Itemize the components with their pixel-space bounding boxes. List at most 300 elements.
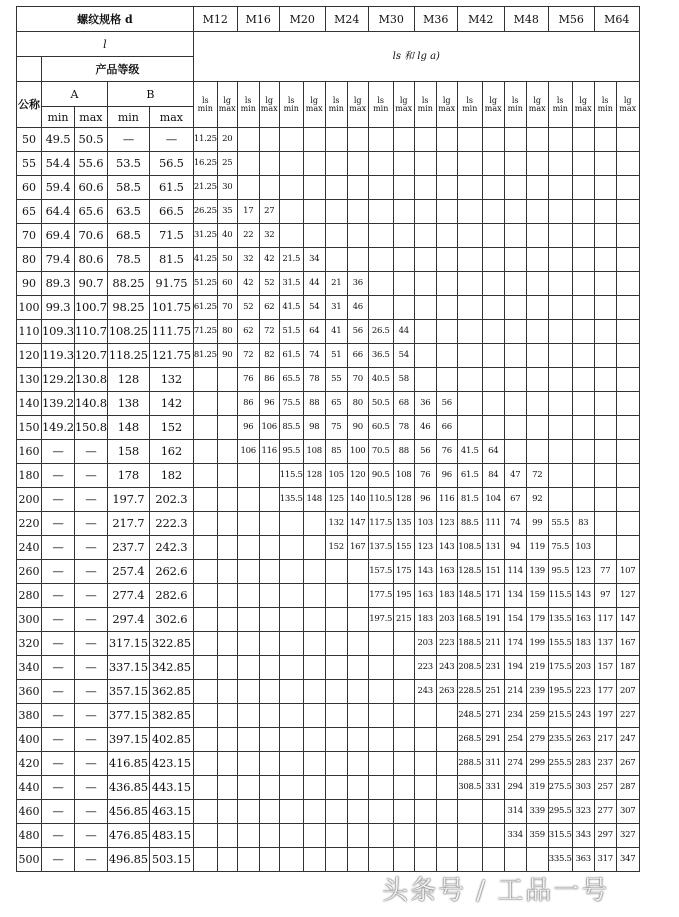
grade-b-max: 66.5: [149, 200, 193, 224]
empty-cell: [616, 344, 639, 368]
nominal-length: 380: [17, 704, 42, 728]
ls-value: 81.25: [193, 344, 217, 368]
ls-value: 16.25: [193, 152, 217, 176]
empty-cell: [237, 176, 259, 200]
ls-value: 308.5: [457, 776, 482, 800]
empty-cell: [303, 728, 325, 752]
lg-value: 323: [572, 800, 594, 824]
grade-a-min: —: [42, 800, 75, 824]
grade-a-min: 99.3: [42, 296, 75, 320]
empty-cell: [347, 608, 368, 632]
grade-b-min: 118.25: [107, 344, 149, 368]
empty-cell: [325, 800, 347, 824]
lg-value: 27: [259, 200, 279, 224]
nominal-length: 320: [17, 632, 42, 656]
empty-cell: [526, 248, 548, 272]
empty-cell: [616, 464, 639, 488]
empty-cell: [548, 200, 572, 224]
empty-cell: [572, 464, 594, 488]
empty-cell: [237, 656, 259, 680]
empty-cell: [393, 248, 414, 272]
ls-value: 75: [325, 416, 347, 440]
empty-cell: [368, 776, 393, 800]
lg-value: 139: [526, 560, 548, 584]
grade-b-min: 138: [107, 392, 149, 416]
ls-value: 123: [414, 536, 436, 560]
empty-cell: [572, 176, 594, 200]
grade-a-max: 70.6: [74, 224, 107, 248]
table-row: [17, 632, 640, 656]
empty-cell: [193, 368, 217, 392]
empty-cell: [504, 848, 526, 872]
grade-b-min: 337.15: [107, 656, 149, 680]
ls-value: 228.5: [457, 680, 482, 704]
empty-cell: [572, 392, 594, 416]
empty-cell: [217, 800, 237, 824]
lg-value: 311: [482, 752, 504, 776]
grade-b-min: 476.85: [107, 824, 149, 848]
grade-a-max: —: [74, 680, 107, 704]
m20-ls-min: ls min: [279, 82, 303, 128]
grade-b-max: 382.85: [149, 704, 193, 728]
empty-cell: [217, 536, 237, 560]
lg-value: 78: [393, 416, 414, 440]
ls-value: 88.5: [457, 512, 482, 536]
empty-cell: [193, 704, 217, 728]
ls-value: 67: [504, 488, 526, 512]
empty-cell: [457, 416, 482, 440]
empty-cell: [482, 800, 504, 824]
lg-value: 100: [347, 440, 368, 464]
empty-cell: [436, 848, 457, 872]
lg-value: 116: [436, 488, 457, 512]
empty-cell: [548, 128, 572, 152]
table-row: [17, 176, 640, 200]
empty-cell: [393, 704, 414, 728]
ls-value: 70.5: [368, 440, 393, 464]
empty-cell: [616, 272, 639, 296]
grade-a-max: —: [74, 800, 107, 824]
grade-a-max: —: [74, 488, 107, 512]
empty-cell: [457, 392, 482, 416]
table-row: [17, 728, 640, 752]
empty-cell: [259, 848, 279, 872]
ls-value: 50.5: [368, 392, 393, 416]
grade-b-max: 121.75: [149, 344, 193, 368]
lg-value: 64: [303, 320, 325, 344]
empty-cell: [217, 464, 237, 488]
ls-value: 132: [325, 512, 347, 536]
grade-b-max: 282.6: [149, 584, 193, 608]
lg-value: 116: [259, 440, 279, 464]
lg-value: 159: [526, 584, 548, 608]
grade-b-min: —: [107, 128, 149, 152]
ls-value: 97: [594, 584, 616, 608]
grade-a-max: —: [74, 752, 107, 776]
grade-b-max: 463.15: [149, 800, 193, 824]
ls-value: 85: [325, 440, 347, 464]
ls-value: 157: [594, 656, 616, 680]
size-m36: M36: [414, 7, 457, 32]
empty-cell: [368, 152, 393, 176]
table-row: [17, 536, 640, 560]
empty-cell: [193, 752, 217, 776]
table-row: [17, 848, 640, 872]
empty-cell: [482, 128, 504, 152]
grade-b-min: 496.85: [107, 848, 149, 872]
empty-cell: [193, 416, 217, 440]
empty-cell: [616, 152, 639, 176]
ls-value: 52: [237, 296, 259, 320]
empty-cell: [616, 296, 639, 320]
empty-cell: [193, 512, 217, 536]
nominal-length: 440: [17, 776, 42, 800]
ls-value: 235.5: [548, 728, 572, 752]
empty-cell: [436, 704, 457, 728]
nominal-length: 140: [17, 392, 42, 416]
nominal-length: 50: [17, 128, 42, 152]
empty-cell: [368, 176, 393, 200]
empty-cell: [457, 320, 482, 344]
empty-cell: [572, 296, 594, 320]
ls-value: 22: [237, 224, 259, 248]
ls-value: 334: [504, 824, 526, 848]
lg-value: 359: [526, 824, 548, 848]
empty-cell: [368, 296, 393, 320]
empty-cell: [482, 320, 504, 344]
ls-value: 168.5: [457, 608, 482, 632]
empty-cell: [572, 128, 594, 152]
table-row: [17, 584, 640, 608]
lg-value: 339: [526, 800, 548, 824]
empty-cell: [482, 176, 504, 200]
ls-value: 254: [504, 728, 526, 752]
empty-cell: [504, 440, 526, 464]
bolt-length-table: [16, 6, 640, 872]
ls-value: 90.5: [368, 464, 393, 488]
ls-value: 174: [504, 632, 526, 656]
table-row: [17, 416, 640, 440]
lg-value: 90: [217, 344, 237, 368]
ls-value: 117: [594, 608, 616, 632]
lg-value: 307: [616, 800, 639, 824]
lg-value: 343: [572, 824, 594, 848]
empty-cell: [616, 416, 639, 440]
empty-cell: [325, 584, 347, 608]
ls-value: 177.5: [368, 584, 393, 608]
empty-cell: [504, 152, 526, 176]
grade-b-max: 61.5: [149, 176, 193, 200]
ls-value: 77: [594, 560, 616, 584]
m36-ls-min: ls min: [414, 82, 436, 128]
grade-a-label: A: [42, 82, 108, 107]
empty-cell: [217, 392, 237, 416]
empty-cell: [237, 752, 259, 776]
empty-cell: [457, 128, 482, 152]
nominal-length: 100: [17, 296, 42, 320]
empty-cell: [548, 344, 572, 368]
empty-cell: [368, 224, 393, 248]
table-row: [17, 344, 640, 368]
grade-b-max: 132: [149, 368, 193, 392]
m30-lg-max: lg max: [393, 82, 414, 128]
lg-value: 56: [347, 320, 368, 344]
empty-cell: [482, 824, 504, 848]
empty-cell: [548, 248, 572, 272]
empty-cell: [368, 848, 393, 872]
ls-value: 128.5: [457, 560, 482, 584]
empty-cell: [504, 392, 526, 416]
empty-cell: [393, 680, 414, 704]
grade-b-min: 317.15: [107, 632, 149, 656]
empty-cell: [217, 776, 237, 800]
empty-cell: [279, 848, 303, 872]
nominal-length: 240: [17, 536, 42, 560]
empty-cell: [303, 176, 325, 200]
empty-cell: [347, 776, 368, 800]
ls-value: 31: [325, 296, 347, 320]
empty-cell: [237, 488, 259, 512]
lg-value: 327: [616, 824, 639, 848]
empty-cell: [217, 584, 237, 608]
ls-value: 208.5: [457, 656, 482, 680]
lg-value: 263: [572, 728, 594, 752]
empty-cell: [279, 128, 303, 152]
empty-cell: [616, 320, 639, 344]
ls-value: 65: [325, 392, 347, 416]
lg-value: 143: [436, 536, 457, 560]
lg-value: 54: [303, 296, 325, 320]
empty-cell: [237, 152, 259, 176]
empty-cell: [572, 368, 594, 392]
grade-a-max: —: [74, 584, 107, 608]
empty-cell: [504, 176, 526, 200]
empty-cell: [237, 824, 259, 848]
empty-cell: [548, 392, 572, 416]
empty-cell: [414, 248, 436, 272]
grade-a-max: —: [74, 776, 107, 800]
empty-cell: [193, 848, 217, 872]
ls-value: 108.5: [457, 536, 482, 560]
grade-a-min: 69.4: [42, 224, 75, 248]
ls-value: 274: [504, 752, 526, 776]
empty-cell: [347, 752, 368, 776]
grade-a-max: —: [74, 824, 107, 848]
nominal-length: 110: [17, 320, 42, 344]
empty-cell: [303, 608, 325, 632]
empty-cell: [482, 200, 504, 224]
empty-cell: [457, 800, 482, 824]
lg-value: 163: [436, 560, 457, 584]
lg-value: 98: [303, 416, 325, 440]
ls-value: 110.5: [368, 488, 393, 512]
grade-b-max: 443.15: [149, 776, 193, 800]
empty-cell: [279, 608, 303, 632]
empty-cell: [347, 200, 368, 224]
empty-cell: [436, 824, 457, 848]
ls-value: 297: [594, 824, 616, 848]
empty-cell: [414, 704, 436, 728]
empty-cell: [436, 248, 457, 272]
ls-value: 81.5: [457, 488, 482, 512]
lg-value: 119: [526, 536, 548, 560]
lg-value: 151: [482, 560, 504, 584]
ls-value: 72: [237, 344, 259, 368]
empty-cell: [193, 488, 217, 512]
grade-b-label: B: [107, 82, 193, 107]
empty-cell: [303, 632, 325, 656]
empty-cell: [526, 200, 548, 224]
empty-cell: [414, 368, 436, 392]
lg-value: 36: [347, 272, 368, 296]
empty-cell: [193, 656, 217, 680]
lg-value: 82: [259, 344, 279, 368]
lg-value: 42: [259, 248, 279, 272]
ls-value: 277: [594, 800, 616, 824]
empty-cell: [279, 152, 303, 176]
ls-value: 237: [594, 752, 616, 776]
empty-cell: [414, 224, 436, 248]
empty-cell: [193, 560, 217, 584]
empty-cell: [457, 296, 482, 320]
empty-cell: [482, 224, 504, 248]
grade-a-max: —: [74, 632, 107, 656]
empty-cell: [237, 728, 259, 752]
empty-cell: [217, 416, 237, 440]
empty-cell: [548, 176, 572, 200]
empty-cell: [526, 224, 548, 248]
empty-cell: [414, 776, 436, 800]
grade-b-min: 217.7: [107, 512, 149, 536]
ls-value: 21.25: [193, 176, 217, 200]
table-row: [17, 512, 640, 536]
empty-cell: [504, 272, 526, 296]
empty-cell: [368, 824, 393, 848]
grade-a-min: —: [42, 536, 75, 560]
grade-a-min: —: [42, 584, 75, 608]
empty-cell: [457, 248, 482, 272]
ls-value: 315.5: [548, 824, 572, 848]
empty-cell: [594, 296, 616, 320]
nominal-length: 400: [17, 728, 42, 752]
empty-cell: [193, 728, 217, 752]
lg-value: 211: [482, 632, 504, 656]
grade-a-max: 120.7: [74, 344, 107, 368]
empty-cell: [482, 368, 504, 392]
grade-a-min: —: [42, 704, 75, 728]
lg-value: 191: [482, 608, 504, 632]
grade-a-min: —: [42, 824, 75, 848]
empty-cell: [303, 824, 325, 848]
empty-cell: [526, 320, 548, 344]
empty-cell: [347, 680, 368, 704]
nominal-length: 80: [17, 248, 42, 272]
lg-value: 70: [217, 296, 237, 320]
lg-value: 40: [217, 224, 237, 248]
empty-cell: [279, 176, 303, 200]
empty-cell: [237, 464, 259, 488]
empty-cell: [526, 152, 548, 176]
grade-b-max: 402.85: [149, 728, 193, 752]
empty-cell: [325, 824, 347, 848]
nominal-length: 65: [17, 200, 42, 224]
empty-cell: [526, 416, 548, 440]
lg-value: 148: [303, 488, 325, 512]
m24-ls-min: ls min: [325, 82, 347, 128]
grade-b-max: 91.75: [149, 272, 193, 296]
empty-cell: [193, 536, 217, 560]
empty-cell: [526, 272, 548, 296]
empty-cell: [572, 152, 594, 176]
lg-value: 283: [572, 752, 594, 776]
empty-cell: [594, 224, 616, 248]
empty-cell: [193, 464, 217, 488]
size-m48: M48: [504, 7, 548, 32]
grade-b-max: 182: [149, 464, 193, 488]
empty-cell: [259, 632, 279, 656]
ls-value: 157.5: [368, 560, 393, 584]
table-row: [17, 128, 640, 152]
grade-b-min: 178: [107, 464, 149, 488]
empty-cell: [303, 152, 325, 176]
grade-a-min: —: [42, 752, 75, 776]
empty-cell: [414, 296, 436, 320]
lg-value: 279: [526, 728, 548, 752]
lg-value: 251: [482, 680, 504, 704]
ls-value: 125: [325, 488, 347, 512]
empty-cell: [347, 584, 368, 608]
empty-cell: [217, 560, 237, 584]
lg-value: 155: [393, 536, 414, 560]
lg-value: 243: [436, 656, 457, 680]
empty-cell: [325, 632, 347, 656]
ls-value: 106: [237, 440, 259, 464]
grade-a-max: —: [74, 728, 107, 752]
table-row: [17, 824, 640, 848]
grade-b-min: 63.5: [107, 200, 149, 224]
nominal-length: 340: [17, 656, 42, 680]
lg-value: 227: [616, 704, 639, 728]
ls-value: 51.25: [193, 272, 217, 296]
empty-cell: [237, 584, 259, 608]
empty-cell: [368, 680, 393, 704]
m64-lg-max: lg max: [616, 82, 639, 128]
empty-cell: [303, 224, 325, 248]
empty-cell: [303, 704, 325, 728]
lg-value: 62: [259, 296, 279, 320]
lg-value: 123: [572, 560, 594, 584]
empty-cell: [548, 296, 572, 320]
lg-value: 56: [436, 392, 457, 416]
lg-value: 83: [572, 512, 594, 536]
ls-value: 188.5: [457, 632, 482, 656]
empty-cell: [259, 680, 279, 704]
empty-cell: [259, 800, 279, 824]
empty-cell: [482, 152, 504, 176]
empty-cell: [193, 800, 217, 824]
empty-cell: [393, 224, 414, 248]
lg-value: 58: [393, 368, 414, 392]
empty-cell: [193, 392, 217, 416]
empty-cell: [414, 176, 436, 200]
empty-cell: [482, 248, 504, 272]
size-m42: M42: [457, 7, 504, 32]
empty-cell: [482, 296, 504, 320]
grade-b-min: 78.5: [107, 248, 149, 272]
grade-b-min: 436.85: [107, 776, 149, 800]
empty-cell: [393, 656, 414, 680]
ls-value: 71.25: [193, 320, 217, 344]
